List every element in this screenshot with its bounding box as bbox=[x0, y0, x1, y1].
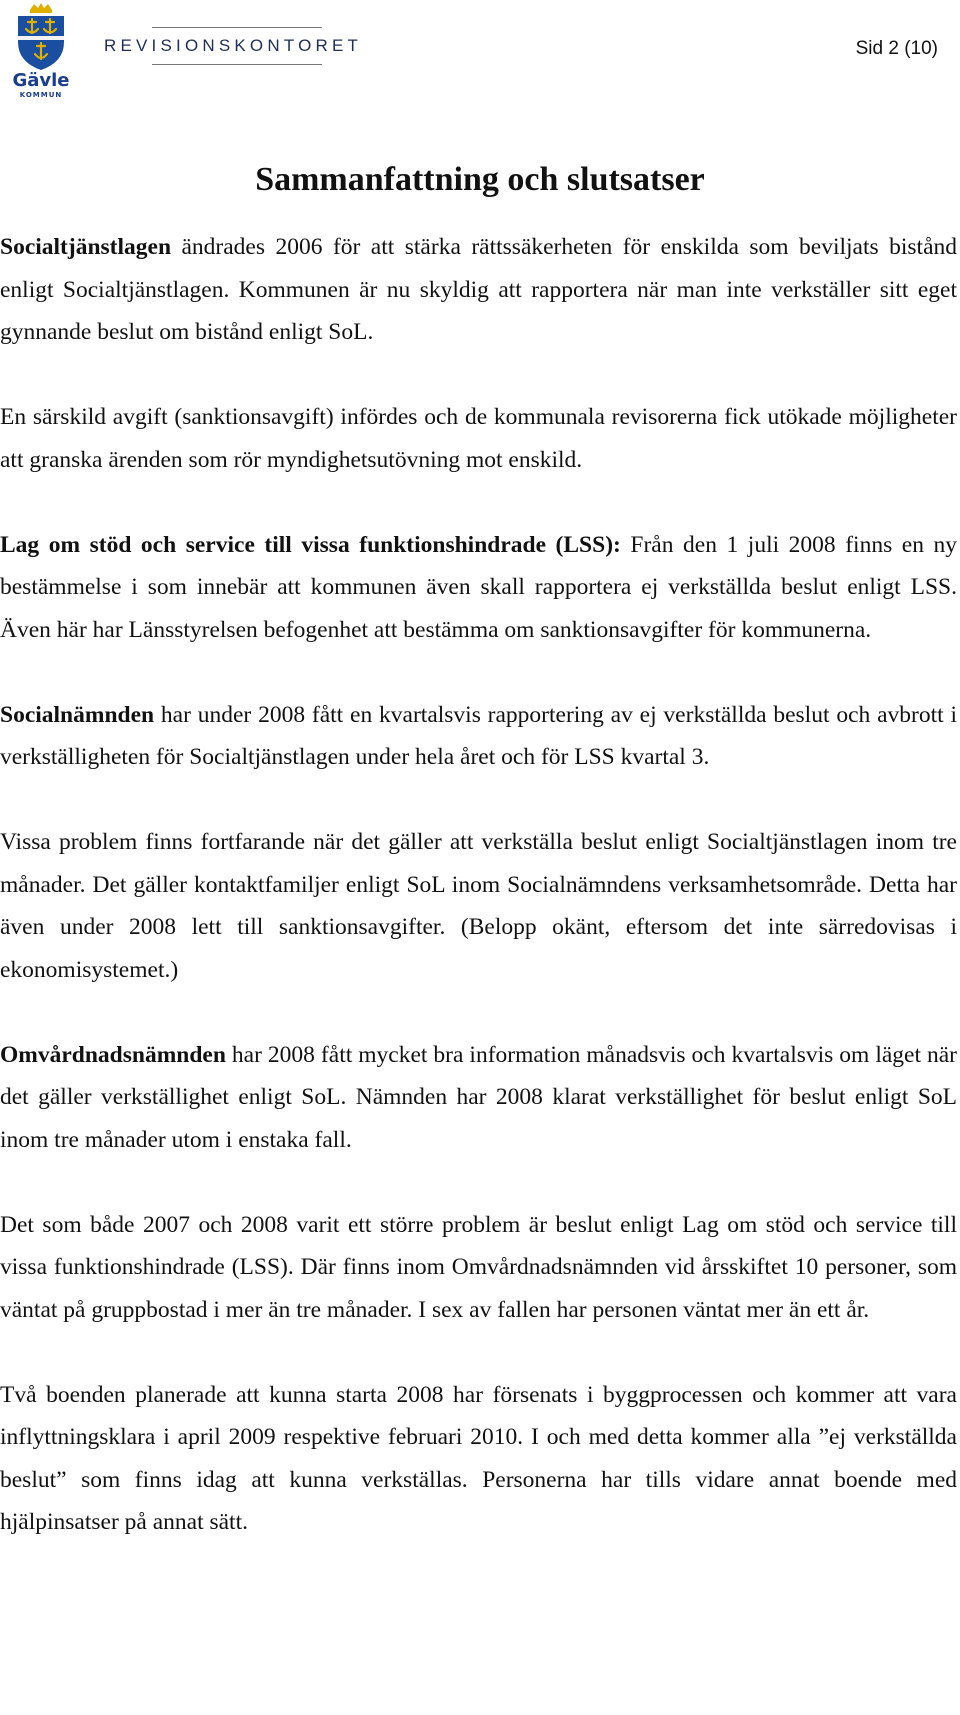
paragraph-lead: Omvårdnadsnämnden bbox=[0, 1041, 226, 1068]
paragraph-text: har 2008 fått mycket bra information månadsvis och kvartalsvis om läget när det gäller verkställighet enligt SoL. Nämnden har 2008 klarat verkställighet för beslut enligt SoL inom tre månader utom i enstaka fall. bbox=[0, 1041, 957, 1153]
logo-name: Gävle bbox=[12, 70, 70, 91]
paragraph-lead: Lag om stöd och service till vissa funktionshindrade (LSS): bbox=[0, 531, 621, 558]
paragraph-lead: Socialnämnden bbox=[0, 701, 155, 728]
paragraph bbox=[0, 821, 957, 991]
paragraph bbox=[0, 524, 957, 652]
paragraph-text: Det som både 2007 och 2008 varit ett större problem är beslut enligt Lag om stöd och service till vissa funktionshindrade (LSS). Där finns inom Omvårdnadsnämnden vid årsskiftet 10 personer, som väntat på gruppbostad i mer än tre månader. I sex av fallen har personen väntat mer än ett år. bbox=[0, 1211, 957, 1323]
paragraph-text: har under 2008 fått en kvartalsvis rapportering av ej verkställda beslut och avbrott i verkställigheten för Socialtjänstlagen under hela året och för LSS kvartal 3. bbox=[0, 701, 957, 770]
office-name: REVISIONSKONTORET bbox=[104, 36, 363, 55]
paragraph-text: Två boenden planerade att kunna starta 2008 har försenats i byggprocessen och kommer att vara inflyttningsklara i april 2009 respektive februari 2010. I och med detta kommer alla ”ej verkställda beslut” som finns idag att kunna verkställas. Personerna har tills vidare annat boende med hjälpinsatser på annat sätt. bbox=[0, 1381, 957, 1535]
paragraph bbox=[0, 694, 957, 779]
header-rule-bottom bbox=[152, 64, 322, 65]
logo-subtitle: KOMMUN bbox=[19, 91, 63, 99]
paragraph bbox=[0, 1374, 957, 1544]
paragraph bbox=[0, 1034, 957, 1162]
paragraph bbox=[0, 226, 957, 354]
page-title: Sammanfattning och slutsatser bbox=[255, 161, 705, 198]
gavle-kommun-logo bbox=[10, 2, 72, 98]
paragraph-text: En särskild avgift (sanktionsavgift) infördes och de kommunala revisorerna fick utökade möjligheter att granska ärenden som rör myndighetsutövning mot enskild. bbox=[0, 404, 957, 473]
coat-of-arms-icon bbox=[10, 2, 72, 72]
document-body bbox=[0, 226, 957, 1586]
header-rule-top bbox=[152, 27, 322, 28]
page-number: Sid 2 (10) bbox=[855, 38, 938, 59]
paragraph-lead: Socialtjänstlagen bbox=[0, 234, 172, 260]
paragraph-text: Vissa problem finns fortfarande när det gäller att verkställa beslut enligt Socialtjänstlagen inom tre månader. Det gäller kontaktfamiljer enligt SoL inom Socialnämndens verksamhetsområde. Detta har även under 2008 lett till sanktionsavgifter. (Belopp okänt, eftersom det inte särredovisas i ekonomisystemet.) bbox=[0, 829, 957, 983]
paragraph bbox=[0, 1204, 957, 1332]
paragraph-text: ändrades 2006 för att stärka rättssäkerheten för enskilda som beviljats bistånd enligt Socialtjänstlagen. Kommunen är nu skyldig att rapportera när man inte verkställer sitt eget gynnande beslut om bistånd enligt SoL. bbox=[0, 234, 957, 345]
paragraph bbox=[0, 396, 957, 481]
paragraph-text: Från den 1 juli 2008 finns en ny bestämmelse i som innebär att kommunen även skall rapportera ej verkställda beslut enligt LSS. Även här har Länsstyrelsen befogenhet att bestämma om sanktionsavgifter för kommunerna. bbox=[0, 531, 958, 643]
page-header bbox=[0, 0, 960, 100]
